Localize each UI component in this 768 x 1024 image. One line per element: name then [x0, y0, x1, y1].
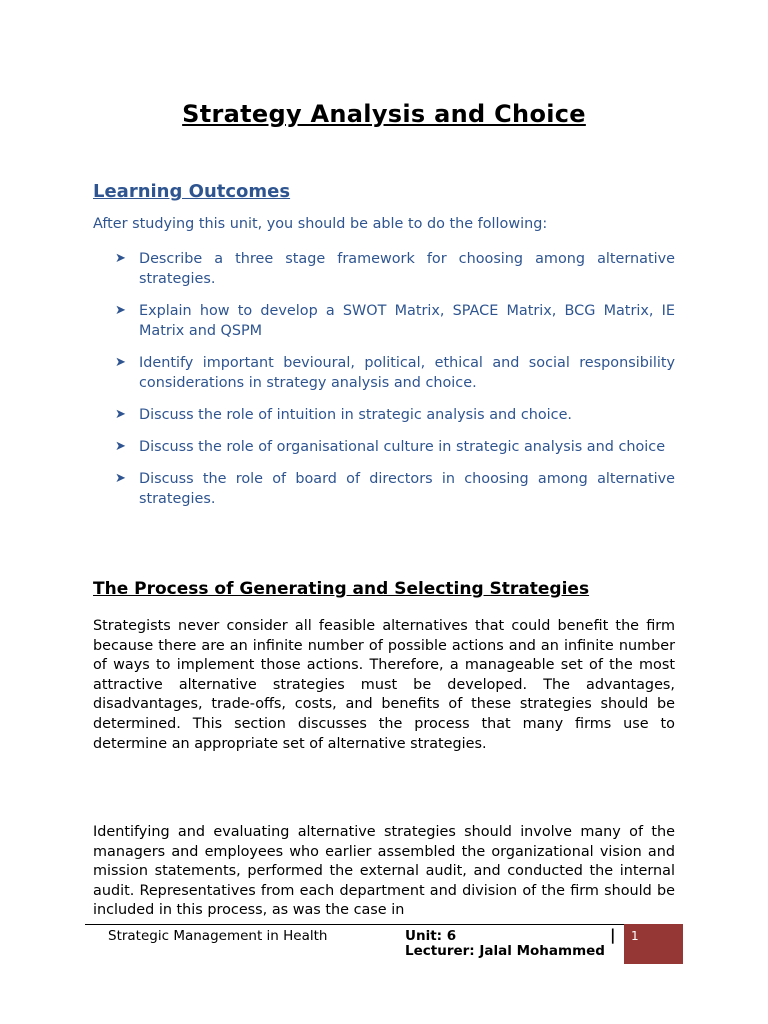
section-paragraph-1: Strategists never consider all feasible alternatives that could benefit the firm because there are an infinite number of possible actions and an infinite number of ways to implement those actions. Therefore, a manageable set of the most attractive alternative strategies must be developed. The advantages, disadvantages, trade-offs, costs, and benefits of these strategies should be determined. This section discusses the process that many firms use to determine an appropriate set of alternative strategies.	[93, 618, 675, 752]
outcome-text: Discuss the role of board of directors in choosing among alternative strategies.	[139, 471, 675, 507]
section-heading: The Process of Generating and Selecting Strategies	[93, 579, 590, 599]
list-item	[115, 469, 675, 509]
footer-divider	[85, 924, 625, 925]
learning-outcomes-list	[115, 249, 675, 521]
list-item	[115, 353, 675, 393]
page-title: Strategy Analysis and Choice	[182, 100, 586, 128]
footer-lecturer: Lecturer: Jalal Mohammed	[405, 943, 605, 959]
learning-outcomes-heading: Learning Outcomes	[93, 181, 291, 202]
outcome-text: Explain how to develop a SWOT Matrix, SPACE Matrix, BCG Matrix, IE Matrix and QSPM	[139, 303, 675, 339]
list-item	[115, 405, 675, 425]
outcome-text: Describe a three stage framework for choosing among alternative strategies.	[139, 251, 675, 287]
arrow-bullet-icon: ➤	[115, 439, 126, 454]
arrow-bullet-icon: ➤	[115, 303, 126, 318]
section-paragraph-2: Identifying and evaluating alternative strategies should involve many of the managers and employees who earlier assembled the organizational vision and mission statements, performed the external audit, and conducted the internal audit. Representatives from each department and division of the firm should be included in this process, as was the case in	[93, 824, 675, 919]
outcome-text: Discuss the role of intuition in strategic analysis and choice.	[139, 407, 573, 423]
list-item	[115, 301, 675, 341]
page-number: 1	[631, 929, 639, 943]
arrow-bullet-icon: ➤	[115, 355, 126, 370]
arrow-bullet-icon: ➤	[115, 251, 126, 266]
list-item	[115, 249, 675, 289]
list-item	[115, 437, 675, 457]
footer-separator: |	[610, 926, 616, 944]
outcome-text: Identify important bevioural, political, ethical and social responsibility considerations in strategy analysis and choice.	[139, 355, 675, 391]
outcome-text: Discuss the role of organisational culture in strategic analysis and choice	[139, 439, 666, 455]
footer-course-name: Strategic Management in Health	[108, 928, 328, 944]
arrow-bullet-icon: ➤	[115, 471, 126, 486]
learning-outcomes-intro: After studying this unit, you should be able to do the following:	[93, 216, 548, 232]
arrow-bullet-icon: ➤	[115, 407, 126, 422]
page-number-badge	[624, 924, 683, 964]
footer-unit: Unit: 6	[405, 928, 457, 944]
